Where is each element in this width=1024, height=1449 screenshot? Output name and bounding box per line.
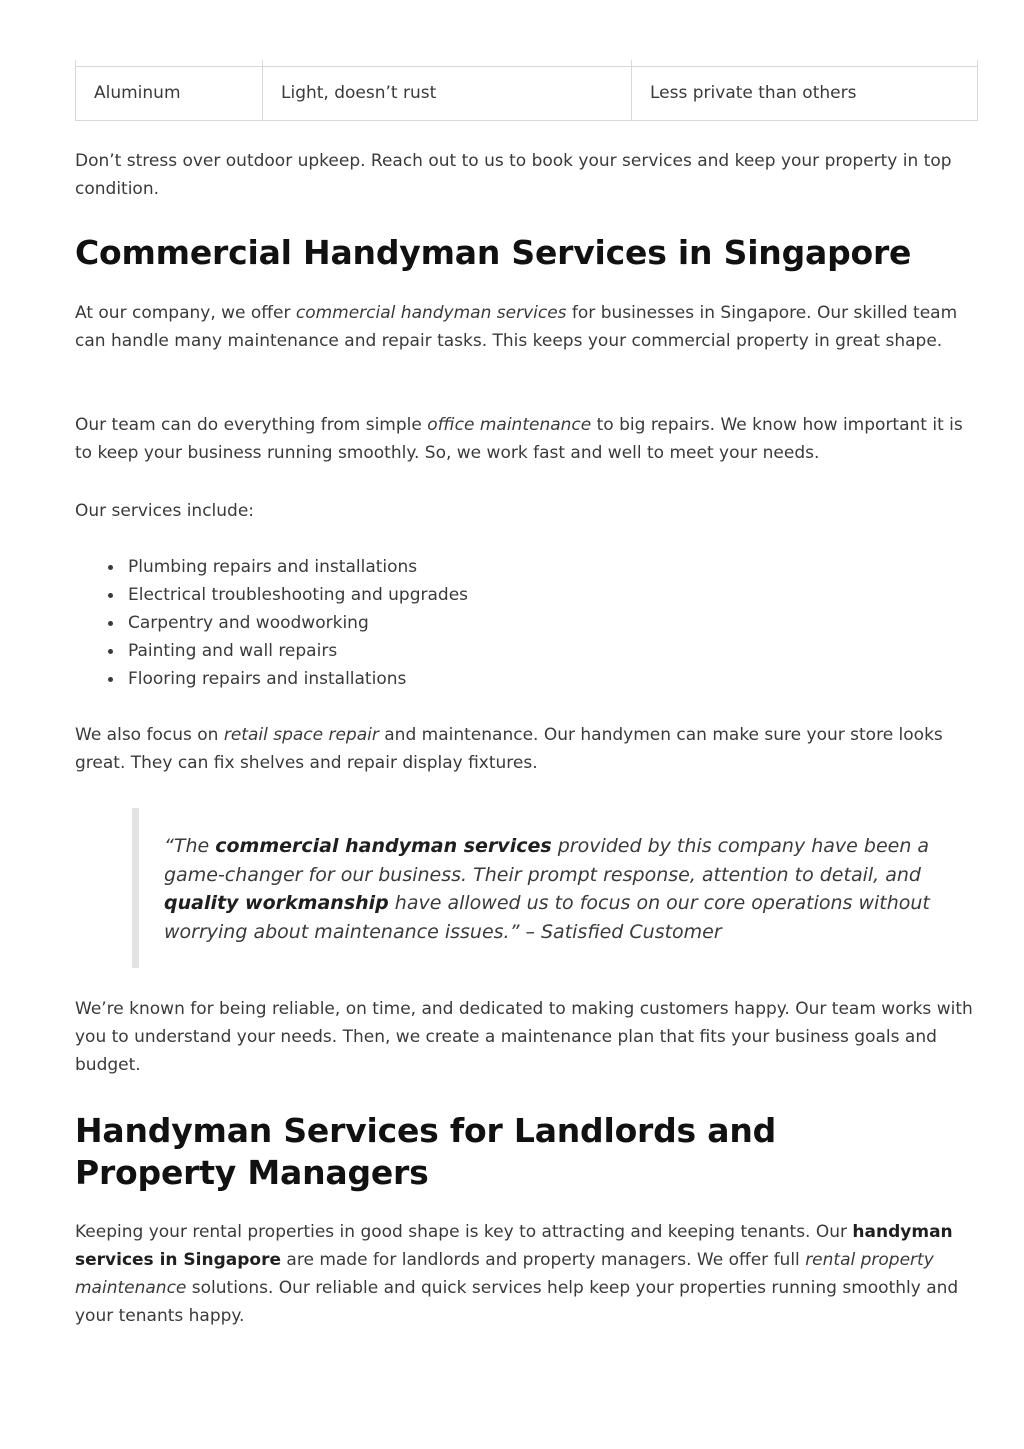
text: are made for landlords and property managers. We offer full [281, 1250, 806, 1270]
list-item: Plumbing repairs and installations [75, 553, 979, 581]
strong-text: commercial handyman services [215, 835, 552, 857]
text: and maintenance. Our handymen can make sure your store looks great. They can fix shelves and repair display fixtures. [75, 725, 943, 773]
emphasis: retail space repair [223, 725, 379, 745]
strong-text: handyman services in Singapore [75, 1222, 953, 1270]
services-list [75, 553, 979, 693]
table-cell-cons: Less private than others [631, 66, 978, 120]
intro-text: Don’t stress over outdoor upkeep. Reach out to us to book your services and keep your property in top condition. [75, 151, 952, 199]
table-cell-material: Aluminum [94, 83, 181, 103]
section-heading: Handyman Services for Landlords and Property Managers [75, 1111, 777, 1192]
services-intro-text: Our services include: [75, 501, 255, 521]
commercial-section-heading [75, 232, 979, 274]
paragraph-text: We’re known for being reliable, on time, and dedicated to making customers happy. Our team works with you to understand your needs. Then, we create a maintenance plan that fits your business goals and budget. [75, 999, 973, 1075]
text: to big repairs. We know how important it is to keep your business running smoothly. So, we work fast and well to meet your needs. [75, 415, 963, 463]
commercial-paragraph-4 [75, 721, 979, 777]
text: “The [164, 835, 216, 857]
landlords-paragraph-1 [75, 1218, 979, 1330]
text: provided by this company have been a game-changer for our business. Their prompt response, attention to detail, and [164, 835, 930, 886]
testimonial-blockquote [132, 808, 962, 968]
text: solutions. Our reliable and quick services help keep your properties running smoothly and your tenants happy. [75, 1278, 959, 1326]
list-item: Painting and wall repairs [75, 637, 979, 665]
commercial-paragraph-2 [75, 411, 979, 467]
text: for businesses in Singapore. Our skilled team can handle many maintenance and repair tasks. This keeps your commercial property in great shape. [75, 303, 958, 351]
text: At our company, we offer [75, 303, 296, 323]
commercial-paragraph-5 [75, 995, 979, 1079]
text: have allowed us to focus on our core operations without worrying about maintenance issues.” – Satisfied Customer [164, 892, 930, 943]
list-item: Carpentry and woodworking [75, 609, 979, 637]
services-intro [75, 497, 979, 525]
table-cell-pros: Light, doesn’t rust [262, 66, 631, 120]
emphasis: rental property maintenance [75, 1250, 934, 1298]
landlords-section-heading [75, 1110, 915, 1194]
text: Our team can do everything from simple [75, 415, 428, 435]
text: Keeping your rental properties in good shape is key to attracting and keeping tenants. Our [75, 1222, 853, 1242]
list-item: Flooring repairs and installations [75, 665, 979, 693]
commercial-paragraph-1 [75, 299, 979, 355]
emphasis: office maintenance [427, 415, 592, 435]
section-heading: Commercial Handyman Services in Singapore [75, 233, 912, 272]
text: We also focus on [75, 725, 224, 745]
strong-text: quality workmanship [164, 892, 389, 914]
intro-paragraph [75, 147, 979, 203]
comparison-table [75, 60, 978, 121]
emphasis: commercial handyman services [295, 303, 567, 323]
list-item: Electrical troubleshooting and upgrades [75, 581, 979, 609]
